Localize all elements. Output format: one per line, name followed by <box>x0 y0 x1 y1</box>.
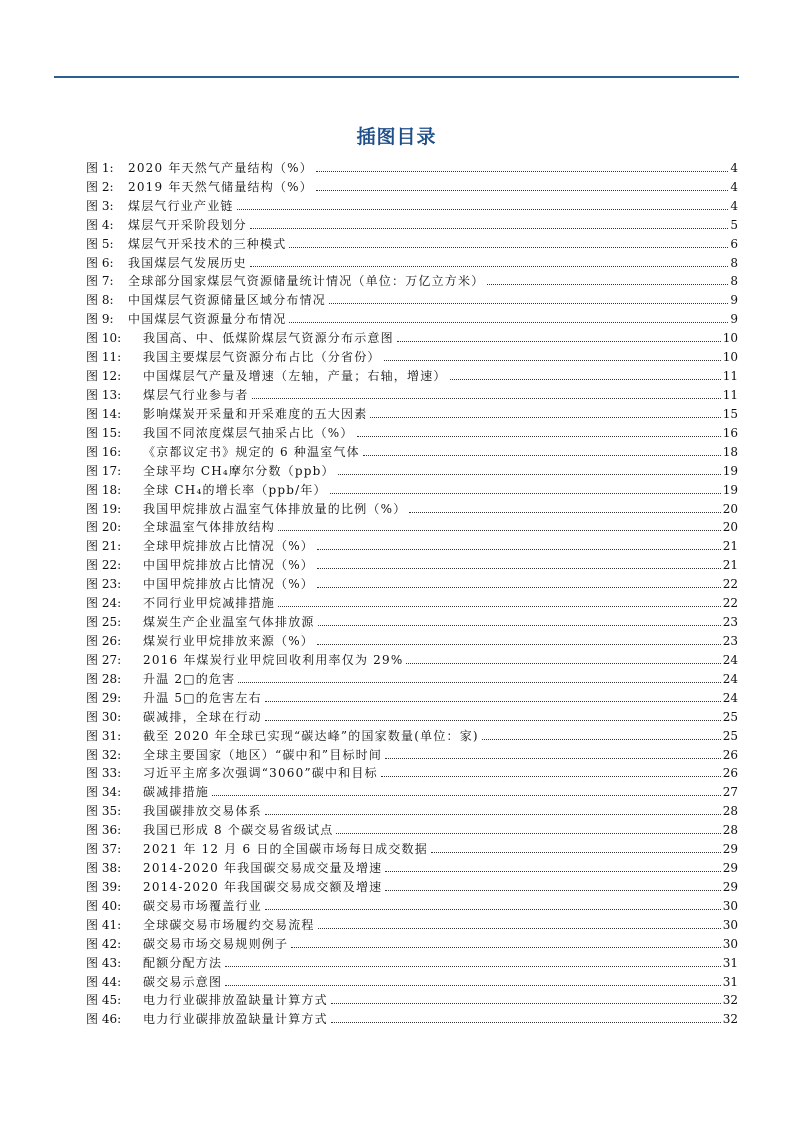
toc-entry[interactable] <box>86 422 738 441</box>
figure-number: 图 10: <box>86 331 122 346</box>
dot-leader <box>316 171 728 172</box>
toc-entry[interactable] <box>86 763 738 782</box>
page-number: 11 <box>722 387 738 402</box>
figure-caption: 碳交易市场交易规则例子 <box>143 936 289 951</box>
figure-number: 图 26: <box>86 633 122 648</box>
dot-leader <box>363 455 721 456</box>
figure-number: 图 17: <box>86 463 122 478</box>
dot-leader <box>265 814 721 815</box>
dot-leader <box>238 682 720 683</box>
figure-caption: 2019 年天然气储量结构（%） <box>128 179 313 194</box>
figure-caption: 全球部分国家煤层气资源储量统计情况（单位：万亿立方米） <box>128 274 485 289</box>
figure-caption: 中国煤层气资源量分布情况 <box>128 312 287 327</box>
figure-caption: 我国已形成 8 个碳交易省级试点 <box>143 823 334 838</box>
figure-caption: 影响煤炭开采量和开采难度的五大因素 <box>143 406 368 421</box>
figure-caption: 习近平主席多次强调“3060”碳中和目标 <box>143 766 378 781</box>
toc-entry[interactable] <box>86 649 738 668</box>
figure-number: 图 37: <box>86 842 122 857</box>
figure-number: 图 41: <box>86 917 122 932</box>
toc-entry[interactable] <box>86 819 738 838</box>
figure-number: 图 38: <box>86 861 122 876</box>
toc-entry[interactable] <box>86 252 738 271</box>
dot-leader <box>357 436 721 437</box>
figure-caption: 2016 年煤炭行业甲烷回收利用率仅为 29% <box>143 652 404 667</box>
toc-entry[interactable] <box>86 933 738 952</box>
dot-leader <box>291 947 721 948</box>
page-number: 23 <box>722 633 738 648</box>
figure-caption: 《京都议定书》规定的 6 种温室气体 <box>143 444 360 459</box>
figure-caption: 升温 2□的危害 <box>143 671 236 686</box>
page-number: 26 <box>722 766 738 781</box>
page-number: 27 <box>722 785 738 800</box>
page-number: 9 <box>730 293 738 308</box>
toc-entry[interactable] <box>86 668 738 687</box>
dot-leader <box>385 758 721 759</box>
figure-caption: 中国煤层气资源储量区域分布情况 <box>128 293 327 308</box>
figure-number: 图 3: <box>86 198 114 213</box>
figure-caption: 煤炭行业甲烷排放来源（%） <box>143 633 315 648</box>
toc-entry[interactable] <box>86 895 738 914</box>
dot-leader <box>385 871 720 872</box>
toc-entry[interactable] <box>86 1008 738 1027</box>
toc-entry[interactable] <box>86 876 738 895</box>
page-number: 21 <box>722 558 738 573</box>
figure-number: 图 5: <box>86 236 114 251</box>
toc-entry[interactable] <box>86 687 738 706</box>
figure-number: 图 29: <box>86 690 122 705</box>
dot-leader <box>278 606 721 607</box>
page-number: 24 <box>722 690 738 705</box>
toc-entry[interactable] <box>86 725 738 744</box>
dot-leader <box>250 266 729 267</box>
dot-leader <box>250 228 729 229</box>
dot-leader <box>225 985 721 986</box>
toc-entry[interactable] <box>86 308 738 327</box>
page-number: 21 <box>722 539 738 554</box>
figure-number: 图 8: <box>86 293 114 308</box>
figure-caption: 我国煤层气发展历史 <box>128 255 247 270</box>
figure-number: 图 14: <box>86 406 122 421</box>
figure-caption: 我国高、中、低煤阶煤层气资源分布示意图 <box>143 331 394 346</box>
figure-number: 图 40: <box>86 898 122 913</box>
dot-leader <box>289 247 728 248</box>
toc-entry[interactable] <box>86 157 738 176</box>
toc-entry[interactable] <box>86 838 738 857</box>
toc-entry[interactable] <box>86 971 738 990</box>
figure-list <box>86 157 738 1027</box>
figure-number: 图 13: <box>86 387 122 402</box>
page-number: 24 <box>722 652 738 667</box>
figure-caption: 煤层气行业产业链 <box>128 198 234 213</box>
page-number: 9 <box>730 312 738 327</box>
figure-number: 图 32: <box>86 747 122 762</box>
figure-number: 图 22: <box>86 558 122 573</box>
page-number: 10 <box>722 331 738 346</box>
toc-entry[interactable] <box>86 952 738 971</box>
dot-leader <box>265 720 721 721</box>
toc-entry[interactable] <box>86 233 738 252</box>
dot-leader <box>225 966 721 967</box>
figure-caption: 全球甲烷排放占比情况（%） <box>143 539 315 554</box>
dot-leader <box>331 1003 721 1004</box>
dot-leader <box>317 644 721 645</box>
figure-caption: 升温 5□的危害左右 <box>143 690 262 705</box>
page-number: 16 <box>722 425 738 440</box>
toc-entry[interactable] <box>86 365 738 384</box>
page-number: 8 <box>730 255 738 270</box>
figure-caption: 不同行业甲烷减排措施 <box>143 596 276 611</box>
toc-entry[interactable] <box>86 990 738 1009</box>
figure-number: 图 42: <box>86 936 122 951</box>
figure-caption: 2020 年天然气产量结构（%） <box>128 160 313 175</box>
figure-number: 图 4: <box>86 217 114 232</box>
figure-caption: 全球平均 CH₄摩尔分数（ppb） <box>143 463 335 478</box>
page-number: 8 <box>730 274 738 289</box>
figure-number: 图 44: <box>86 974 122 989</box>
page-number: 19 <box>722 482 738 497</box>
toc-entry[interactable] <box>86 460 738 479</box>
header-rule <box>54 76 739 78</box>
dot-leader <box>278 530 721 531</box>
toc-entry[interactable] <box>86 498 738 517</box>
toc-entry[interactable] <box>86 630 738 649</box>
toc-entry[interactable] <box>86 914 738 933</box>
figure-number: 图 46: <box>86 1012 122 1027</box>
dot-leader <box>212 795 721 796</box>
dot-leader <box>381 776 721 777</box>
dot-leader <box>316 190 728 191</box>
figure-caption: 我国甲烷排放占温室气体排放量的比例（%） <box>143 501 407 516</box>
figure-caption: 电力行业碳排放盈缺量计算方式 <box>143 993 328 1008</box>
figure-caption: 电力行业碳排放盈缺量计算方式 <box>143 1012 328 1027</box>
figure-number: 图 27: <box>86 652 122 667</box>
figure-number: 图 12: <box>86 369 122 384</box>
page-number: 28 <box>722 823 738 838</box>
page-number: 25 <box>722 728 738 743</box>
toc-entry[interactable] <box>86 441 738 460</box>
dot-leader <box>487 284 728 285</box>
page-number: 4 <box>730 198 738 213</box>
figure-caption: 中国甲烷排放占比情况（%） <box>143 577 315 592</box>
figure-number: 图 24: <box>86 596 122 611</box>
page-number: 11 <box>722 369 738 384</box>
figure-caption: 煤层气开采阶段划分 <box>128 217 247 232</box>
dot-leader <box>318 928 721 929</box>
figure-number: 图 11: <box>86 350 122 365</box>
figure-number: 图 25: <box>86 615 122 630</box>
figure-caption: 碳交易市场覆盖行业 <box>143 898 262 913</box>
toc-entry[interactable] <box>86 214 738 233</box>
toc-entry[interactable] <box>86 554 738 573</box>
page-title: 插图目录 <box>356 126 437 148</box>
dot-leader <box>370 417 720 418</box>
page-number: 25 <box>722 709 738 724</box>
page-number: 10 <box>722 350 738 365</box>
figure-number: 图 28: <box>86 671 122 686</box>
page-number: 15 <box>722 406 738 421</box>
dot-leader <box>289 322 728 323</box>
figure-number: 图 33: <box>86 766 122 781</box>
figure-caption: 2014-2020 年我国碳交易成交量及增速 <box>143 861 383 876</box>
dot-leader <box>384 360 721 361</box>
figure-number: 图 30: <box>86 709 122 724</box>
figure-number: 图 36: <box>86 823 122 838</box>
page-number: 32 <box>722 993 738 1008</box>
dot-leader <box>329 303 728 304</box>
dot-leader <box>397 341 721 342</box>
figure-caption: 我国碳排放交易体系 <box>143 804 262 819</box>
figure-number: 图 21: <box>86 539 122 554</box>
figure-number: 图 7: <box>86 274 114 289</box>
page-number: 20 <box>722 520 738 535</box>
figure-caption: 配额分配方法 <box>143 955 223 970</box>
page-number: 29 <box>722 861 738 876</box>
page-number: 30 <box>722 898 738 913</box>
toc-entry[interactable] <box>86 706 738 725</box>
figure-caption: 碳减排措施 <box>143 785 210 800</box>
figure-caption: 2021 年 12 月 6 日的全国碳市场每日成交数据 <box>143 842 428 857</box>
dot-leader <box>450 379 721 380</box>
page-number: 6 <box>730 236 738 251</box>
toc-entry[interactable] <box>86 271 738 290</box>
toc-entry[interactable] <box>86 327 738 346</box>
figure-caption: 煤层气开采技术的三种模式 <box>128 236 287 251</box>
dot-leader <box>237 209 729 210</box>
page-number: 22 <box>722 596 738 611</box>
page-number: 30 <box>722 917 738 932</box>
dot-leader <box>331 1022 721 1023</box>
toc-entry[interactable] <box>86 479 738 498</box>
dot-leader <box>265 701 721 702</box>
dot-leader <box>318 625 721 626</box>
toc-entry[interactable] <box>86 346 738 365</box>
figure-number: 图 15: <box>86 425 122 440</box>
page-number: 5 <box>730 217 738 232</box>
toc-entry[interactable] <box>86 535 738 554</box>
figure-caption: 我国主要煤层气资源分布占比（分省份） <box>143 350 381 365</box>
figure-number: 图 23: <box>86 577 122 592</box>
figure-caption: 煤层气行业参与者 <box>143 387 249 402</box>
toc-entry[interactable] <box>86 517 738 536</box>
figure-number: 图 6: <box>86 255 114 270</box>
figure-number: 图 45: <box>86 993 122 1008</box>
dot-leader <box>252 398 721 399</box>
toc-entry[interactable] <box>86 857 738 876</box>
page-number: 18 <box>722 444 738 459</box>
figure-caption: 全球碳交易市场履约交易流程 <box>143 917 315 932</box>
toc-entry[interactable] <box>86 289 738 308</box>
figure-number: 图 9: <box>86 312 114 327</box>
figure-caption: 全球 CH₄的增长率（ppb/年） <box>143 482 327 497</box>
figure-caption: 全球温室气体排放结构 <box>143 520 276 535</box>
figure-caption: 中国甲烷排放占比情况（%） <box>143 558 315 573</box>
page-number: 26 <box>722 747 738 762</box>
dot-leader <box>317 549 721 550</box>
dot-leader <box>409 512 720 513</box>
page-number: 22 <box>722 577 738 592</box>
page-number: 31 <box>722 974 738 989</box>
toc-entry[interactable] <box>86 195 738 214</box>
toc-entry[interactable] <box>86 573 738 592</box>
figure-number: 图 34: <box>86 785 122 800</box>
page-number: 32 <box>722 1012 738 1027</box>
figure-number: 图 2: <box>86 179 114 194</box>
figure-number: 图 20: <box>86 520 122 535</box>
page-number: 24 <box>722 671 738 686</box>
dot-leader <box>406 663 720 664</box>
figure-caption: 全球主要国家（地区）“碳中和”目标时间 <box>143 747 383 762</box>
page-number: 29 <box>722 842 738 857</box>
page-number: 19 <box>722 463 738 478</box>
dot-leader <box>431 852 721 853</box>
page-number: 23 <box>722 615 738 630</box>
figure-number: 图 16: <box>86 444 122 459</box>
figure-caption: 中国煤层气产量及增速（左轴，产量；右轴，增速） <box>143 369 447 384</box>
figure-number: 图 18: <box>86 482 122 497</box>
figure-number: 图 31: <box>86 728 122 743</box>
page-number: 20 <box>722 501 738 516</box>
dot-leader <box>317 587 721 588</box>
page-number: 29 <box>722 879 738 894</box>
dot-leader <box>317 568 721 569</box>
figure-caption: 碳减排，全球在行动 <box>143 709 262 724</box>
toc-entry[interactable] <box>86 384 738 403</box>
figure-caption: 截至 2020 年全球已实现“碳达峰”的国家数量(单位：家) <box>143 728 479 743</box>
dot-leader <box>265 909 721 910</box>
toc-entry[interactable] <box>86 744 738 763</box>
page-number: 30 <box>722 936 738 951</box>
figure-caption: 煤炭生产企业温室气体排放源 <box>143 615 315 630</box>
toc-entry[interactable] <box>86 781 738 800</box>
dot-leader <box>330 493 721 494</box>
dot-leader <box>385 890 720 891</box>
figure-caption: 我国不同浓度煤层气抽采占比（%） <box>143 425 354 440</box>
page-number: 28 <box>722 804 738 819</box>
figure-number: 图 1: <box>86 160 114 175</box>
figure-number: 图 39: <box>86 879 122 894</box>
toc-entry[interactable] <box>86 611 738 630</box>
page-number: 31 <box>722 955 738 970</box>
figure-number: 图 43: <box>86 955 122 970</box>
figure-number: 图 19: <box>86 501 122 516</box>
page-number: 4 <box>730 179 738 194</box>
figure-caption: 碳交易示意图 <box>143 974 223 989</box>
toc-entry[interactable] <box>86 176 738 195</box>
toc-entry[interactable] <box>86 800 738 819</box>
dot-leader <box>338 474 721 475</box>
toc-entry[interactable] <box>86 403 738 422</box>
figure-number: 图 35: <box>86 804 122 819</box>
figure-caption: 2014-2020 年我国碳交易成交额及增速 <box>143 879 383 894</box>
dot-leader <box>482 739 721 740</box>
page-number: 4 <box>730 160 738 175</box>
dot-leader <box>336 833 720 834</box>
toc-entry[interactable] <box>86 592 738 611</box>
